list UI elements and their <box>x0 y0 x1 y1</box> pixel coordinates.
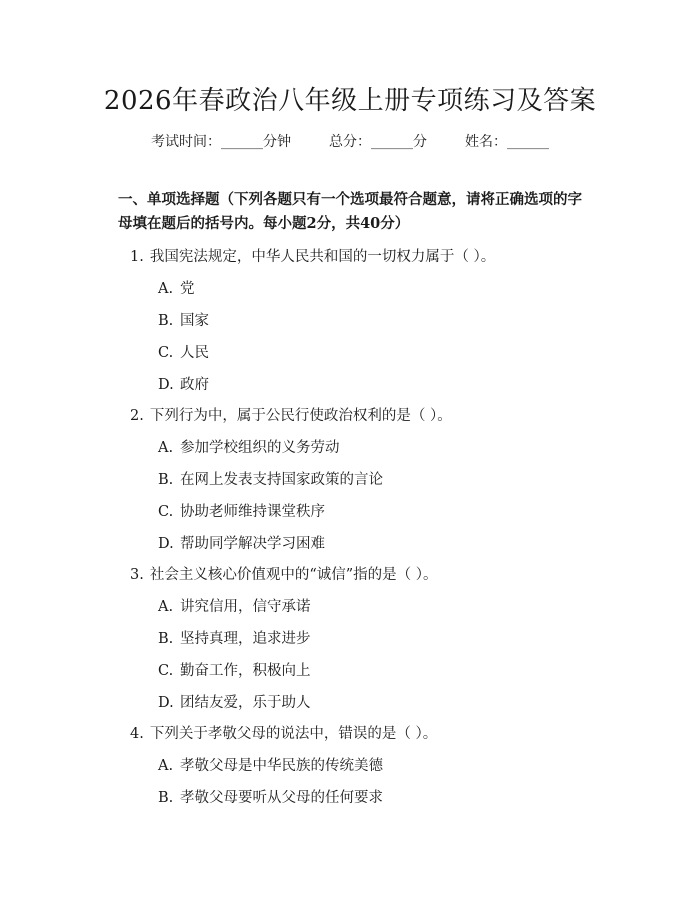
option-letter: B. <box>158 472 174 488</box>
option-letter: B. <box>158 790 174 806</box>
option-text: 参加学校组织的义务劳动 <box>180 440 340 456</box>
student-name-field: 姓名：______ <box>465 134 549 150</box>
option-letter: C. <box>158 663 174 679</box>
question-text: 下列行为中，属于公民行使政治权利的是（ ）。 <box>149 408 452 424</box>
option-letter: C. <box>158 345 174 361</box>
option-letter: C. <box>158 504 174 520</box>
option-1d <box>158 373 209 394</box>
document-title: 2026年春政治八年级上册专项练习及答案 <box>103 86 597 116</box>
option-text: 在网上发表支持国家政策的言论 <box>180 472 383 488</box>
option-text: 孝敬父母要听从父母的任何要求 <box>180 790 383 806</box>
option-text: 国家 <box>180 313 209 329</box>
option-text: 团结友爱，乐于助人 <box>180 695 311 711</box>
exam-meta <box>0 131 700 151</box>
section-heading: 一、单项选择题（下列各题只有一个选项最符合题意，请将正确选项的字母填在题后的括号内。每小题2分，共40分） <box>118 191 582 232</box>
option-text: 孝敬父母是中华民族的传统美德 <box>180 758 383 774</box>
question-number: 3. <box>130 567 144 583</box>
option-2b <box>158 468 383 489</box>
option-letter: D. <box>158 377 174 393</box>
option-2d <box>158 532 325 553</box>
option-text: 讲究信用，信守承诺 <box>180 599 311 615</box>
option-letter: A. <box>158 440 174 456</box>
question-text: 下列关于孝敬父母的说法中，错误的是（ ）。 <box>149 726 438 742</box>
option-1c <box>158 341 209 362</box>
option-text: 人民 <box>180 345 209 361</box>
question-text: 社会主义核心价值观中的“诚信”指的是（ ）。 <box>149 567 438 583</box>
option-letter: D. <box>158 695 174 711</box>
option-text: 帮助同学解决学习困难 <box>180 536 325 552</box>
option-3c <box>158 659 311 680</box>
option-letter: A. <box>158 281 174 297</box>
option-letter: B. <box>158 631 174 647</box>
exam-time-field: 考试时间：______分钟 <box>151 134 291 150</box>
option-text: 坚持真理，追求进步 <box>180 631 311 647</box>
option-3a <box>158 595 311 616</box>
option-1a <box>158 277 195 298</box>
question-number: 4. <box>130 726 144 742</box>
question-2 <box>130 404 452 425</box>
question-number: 1. <box>130 249 144 265</box>
option-4b <box>158 786 383 807</box>
option-letter: D. <box>158 536 174 552</box>
option-4a <box>158 754 383 775</box>
option-3b <box>158 627 311 648</box>
question-number: 2. <box>130 408 144 424</box>
option-3d <box>158 691 311 712</box>
option-letter: A. <box>158 599 174 615</box>
option-text: 政府 <box>180 377 209 393</box>
option-text: 党 <box>180 281 195 297</box>
option-letter: B. <box>158 313 174 329</box>
question-4 <box>130 722 437 743</box>
option-letter: A. <box>158 758 174 774</box>
question-text: 我国宪法规定，中华人民共和国的一切权力属于（ ）。 <box>149 249 496 265</box>
option-2a <box>158 436 340 457</box>
option-text: 勤奋工作，积极向上 <box>180 663 311 679</box>
question-3 <box>130 563 438 584</box>
option-2c <box>158 500 325 521</box>
option-1b <box>158 309 209 330</box>
total-score-field: 总分：______分 <box>329 134 427 150</box>
question-1 <box>130 245 495 266</box>
option-text: 协助老师维持课堂秩序 <box>180 504 325 520</box>
